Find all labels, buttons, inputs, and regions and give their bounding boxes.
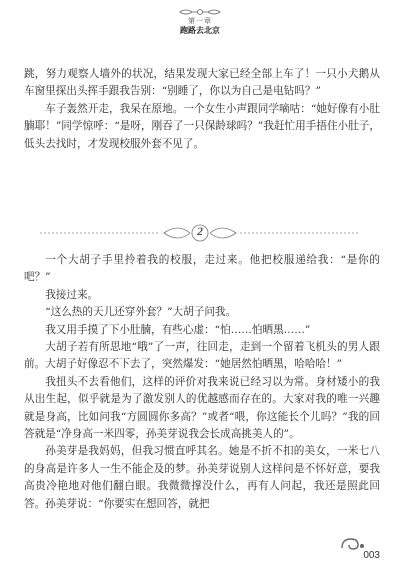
- paragraph: 我扭头不去看他们，这样的评价对我来说已经习以为常。身材矮小的我从出生起，似乎就是为了激发别人的优越感而存在的。大家对我的唯一兴趣就是身高，比如问我“方圆圆你多高？”或者“喂，你这能长个儿吗？”我的回答就是“净身高一米四零，孙美芽说我会长成高挑美人的”。: [24, 375, 380, 441]
- paragraph: 车子轰然开走，我呆在原地。一个女生小声跟同学嘀咕：“她好像有小肚腩耶！”同学惊呼：“是呀，刚吞了一只保龄球吗？”我赶忙用手捂住小肚子，低头去找时，才发现校服外套不见了。: [24, 102, 380, 150]
- chapter-title: 跑路去北京: [180, 26, 220, 35]
- section-divider: [40, 221, 360, 247]
- paragraph: “这么热的天儿还穿外套？”大胡子问我。: [45, 306, 237, 319]
- page-number: 003: [363, 550, 380, 561]
- paragraph: 孙美芽是我妈妈，但我习惯直呼其名。她是不折不扣的美女，一米七八的身高是许多人一生不能企及的梦。孙美芽说别人这样问是不怀好意，要我高贵冷艳地对他们翻白眼。我微微撑没什么，再有人问起，我还是照此回答。孙美芽说：“你要实在想回答，就把: [24, 445, 380, 510]
- chapter-label: 第一章: [188, 17, 212, 25]
- page-number-block: [334, 536, 384, 570]
- chapter-ornament-icon: [178, 8, 222, 16]
- paragraph: 我又用手摸了下小肚腩，有些心虚：“怕……怕晒黑……”: [45, 323, 311, 336]
- paragraph: 跳，努力观察人墙外的状况，结果发现大家已经全部上车了！一只小犬鹅从车窗里探出头挥手跟我告别：“别睡了，你以为自己是电钻吗？”: [24, 68, 380, 98]
- paragraph: 大胡子若有所思地“哦”了一声，往回走，走到一个留着飞机头的男人跟前。大胡子好像忍不下去了，突然爆发：“她居然怕晒黑，哈哈哈！”: [24, 341, 380, 371]
- section-1-text: [24, 66, 380, 153]
- paragraph: 我接过来。: [45, 288, 99, 301]
- paragraph: 一个大胡子手里拎着我的校服，走过来。他把校服递给我：“是你的吧？”: [24, 254, 380, 284]
- section-2-text: [24, 252, 380, 513]
- section-number: 2: [197, 224, 203, 238]
- chapter-header: [0, 8, 400, 36]
